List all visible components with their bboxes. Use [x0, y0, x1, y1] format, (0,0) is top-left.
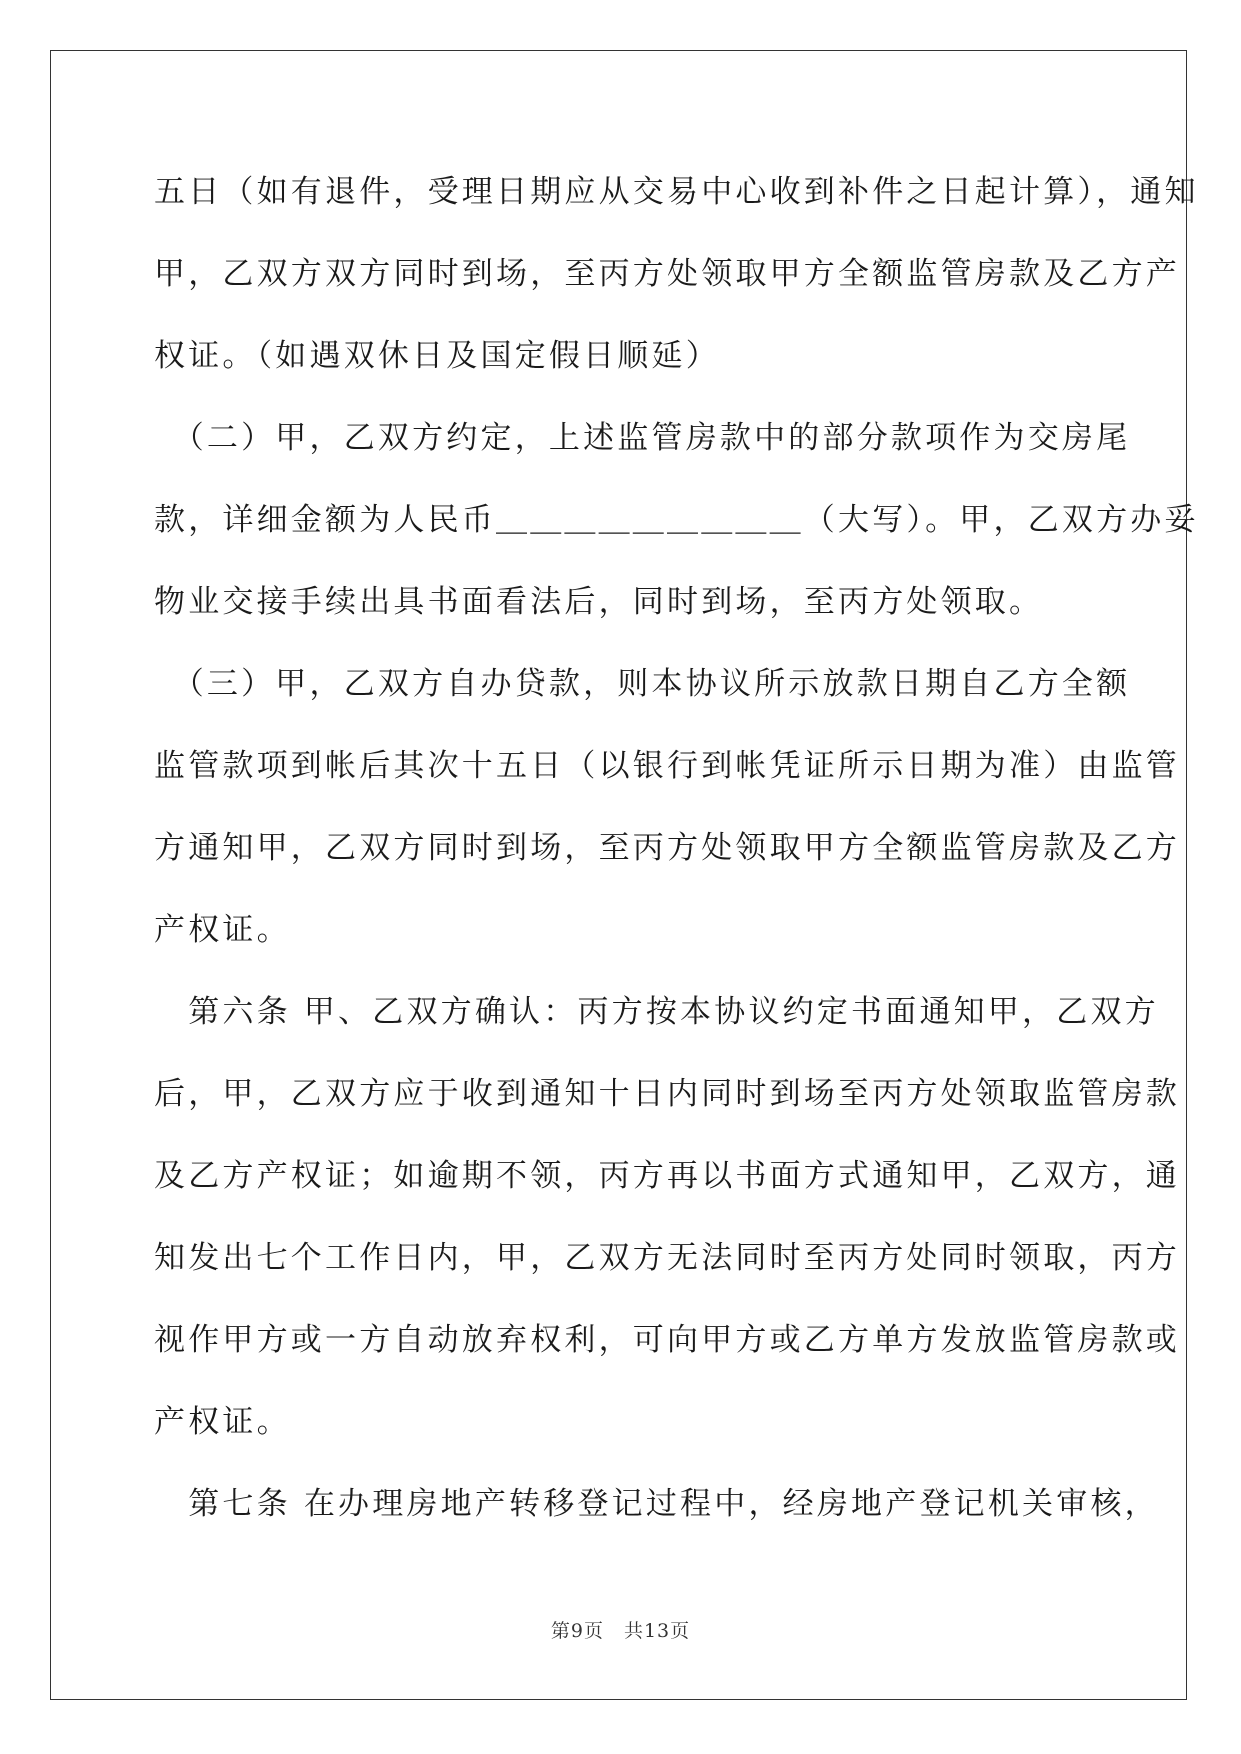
- page-footer: [0, 1616, 1241, 1643]
- text-line-16: 产权证。: [154, 1404, 291, 1440]
- text-line-12: 后，甲，乙双方应于收到通知十日内同时到场至丙方处领取监管房款: [154, 1076, 1180, 1112]
- text-line-3: 权证。（如遇双休日及国定假日顺延）: [154, 338, 720, 374]
- text-line-7: （三）甲，乙双方自办贷款，则本协议所示放款日期自乙方全额: [154, 666, 1131, 702]
- document-body: [154, 166, 1199, 1560]
- text-line-6: 物业交接手续出具书面看法后，同时到场，至丙方处领取。: [154, 584, 1044, 620]
- text-line-11: 第六条 甲、乙双方确认：丙方按本协议约定书面通知甲，乙双方: [154, 994, 1159, 1030]
- text-line-13: 及乙方产权证；如逾期不领，丙方再以书面方式通知甲，乙双方，通: [154, 1158, 1180, 1194]
- text-line-1: 五日（如有退件，受理日期应从交易中心收到补件之日起计算），通知: [154, 174, 1199, 210]
- text-line-15: 视作甲方或一方自动放弃权利，可向甲方或乙方单方发放监管房款或: [154, 1322, 1180, 1358]
- text-line-2: 甲，乙双方双方同时到场，至丙方处领取甲方全额监管房款及乙方产: [154, 256, 1180, 292]
- text-line-8: 监管款项到帐后其次十五日（以银行到帐凭证所示日期为准）由监管: [154, 748, 1180, 784]
- text-line-5: 款，详细金额为人民币＿＿＿＿＿＿＿＿＿（大写）。甲，乙双方办妥: [154, 502, 1199, 538]
- text-line-4: （二）甲，乙双方约定，上述监管房款中的部分款项作为交房尾: [154, 420, 1131, 456]
- text-line-17: 第七条 在办理房地产转移登记过程中，经房地产登记机关审核，: [154, 1486, 1159, 1522]
- page-number-label: 第9页 共13页: [550, 1620, 691, 1642]
- text-line-9: 方通知甲，乙双方同时到场，至丙方处领取甲方全额监管房款及乙方: [154, 830, 1180, 866]
- text-line-14: 知发出七个工作日内，甲，乙双方无法同时至丙方处同时领取，丙方: [154, 1240, 1180, 1276]
- text-line-10: 产权证。: [154, 912, 291, 948]
